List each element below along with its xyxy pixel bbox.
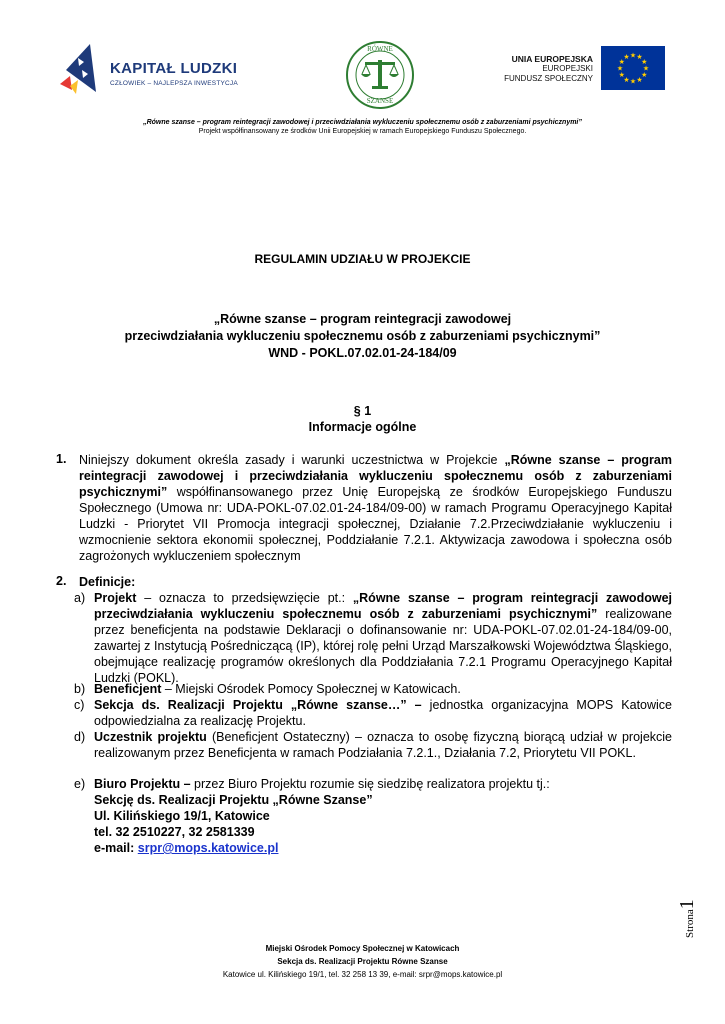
def-e-text: przez Biuro Projektu rozumie się siedzibę realizatora projektu tj.: (190, 777, 550, 791)
item-1-text-pre: Niniejszy dokument określa zasady i warunki uczestnictwa w Projekcie (79, 453, 505, 467)
document-title: REGULAMIN UDZIAŁU W PROJEKCIE (254, 252, 471, 266)
def-d-term: Uczestnik projektu (94, 730, 207, 744)
def-a-term: Projekt (94, 591, 137, 605)
header-project-line: „Równe szanse – program reintegracji zawodowej i przeciwdziałania wykluczeniu społecznemu osób z zaburzeniami psychicznymi” (143, 119, 582, 126)
def-a-project-name: „Równe szanse – program reintegracji zawodowej przeciwdziałania wykluczeniu społecznemu osób z zaburzeniami psychicznymi” (94, 591, 672, 621)
kapital-ludzki-subtitle: CZŁOWIEK – NAJLEPSZA INWESTYCJA (110, 80, 238, 87)
eu-star-icon: ★ (618, 72, 625, 79)
item-2-title: Definicje: (79, 575, 136, 589)
def-b-term: Beneficjent (94, 682, 162, 696)
eu-flag-icon (601, 46, 665, 90)
subtitle-line1: „Równe szanse – program reintegracji zawodowej (213, 312, 512, 326)
def-d-text: (Beneficjent Ostateczny) – oznacza to osobę fizyczną biorącą udział w projekcie realizowanym przez Beneficjenta w ramach Podziałania 7.2.1., Działania 7.2, Priorytetu VII POKL. (94, 730, 673, 760)
eu-star-icon: ★ (629, 78, 637, 86)
document-subtitle (60, 311, 665, 362)
office-name: Sekcję ds. Realizacji Projektu „Równe Szanse” (94, 793, 373, 807)
item-1-text-post: współfinansowanego przez Unię Europejską ze środków Europejskiego Funduszu Społecznego (Umowa nr: UDA-POKL-07.02.01-24-184/09-00) w ramach Programu Operacyjnego Kapitał Ludzki - Priorytet VII Promocja integracji społecznej, Działanie 7.2.Przeciwdziałanie wykluczeniu i wzmocnienie sektora ekonomii społecznej, Poddziałanie 7.2.1. Aktywizacja zawodowa i społeczna osób zagrożonych wykluczeniem społecznym (79, 485, 672, 563)
eu-flag (601, 46, 665, 90)
def-a-paragraph (94, 590, 672, 686)
def-e-term: Biuro Projektu – (94, 777, 191, 791)
def-b-label: b) (74, 682, 86, 696)
page-number-marker (676, 899, 699, 938)
eu-line1: UNIA EUROPEJSKA (511, 54, 593, 64)
def-c-label: c) (74, 698, 85, 712)
section-number: § 1 (353, 404, 372, 418)
eu-star-icon: ★ (636, 54, 643, 62)
eu-star-icon: ★ (618, 59, 625, 66)
eu-star-icon: ★ (623, 76, 630, 84)
item-1-paragraph (79, 452, 672, 564)
footer-line1: Miejski Ośrodek Pomocy Społecznej w Katowicach (265, 944, 460, 953)
def-d-paragraph (94, 729, 672, 761)
rowne-szanse-logo-top-text: RÓWNE (367, 45, 393, 53)
def-a-mid: – oznacza to przedsięwzięcie pt.: (136, 591, 353, 605)
eu-star-icon: ★ (623, 54, 630, 62)
kapital-ludzki-title: KAPITAŁ LUDZKI (110, 60, 238, 77)
def-b-text: – Miejski Ośrodek Pomocy Społecznej w Katowicach. (161, 682, 461, 696)
footer-line2: Sekcja ds. Realizacji Projektu Równe Szanse (277, 957, 448, 966)
def-c-text: jednostka organizacyjna MOPS Katowice odpowiedzialna za realizację Projektu. (94, 698, 673, 728)
office-email-link[interactable]: srpr@mops.katowice.pl (137, 841, 279, 855)
office-address: Ul. Kilińskiego 19/1, Katowice (94, 809, 270, 823)
header-cofinance-line: Projekt współfinansowany ze środków Unii Europejskiej w ramach Europejskiego Funduszu Społecznego. (198, 128, 527, 135)
section-title: Informacje ogólne (308, 420, 417, 434)
eu-star-icon: ★ (641, 72, 648, 79)
page-label: Strona (684, 909, 696, 938)
office-email-line (94, 840, 278, 856)
eu-star-icon: ★ (636, 76, 643, 84)
eu-text-block (470, 54, 593, 84)
def-c-term: Sekcja ds. Realizacji Projektu „Równe szanse…” – (94, 698, 422, 712)
eu-line3: FUNDUSZ SPOŁECZNY (504, 74, 593, 83)
subtitle-line2: przeciwdziałania wykluczeniu społecznemu osób z zaburzeniami psychicznymi” (124, 329, 601, 343)
office-phone: tel. 32 2510227, 32 2581339 (94, 825, 255, 839)
def-e-label: e) (74, 777, 86, 791)
item-1-number: 1. (56, 452, 67, 466)
def-d-label: d) (74, 730, 86, 744)
rowne-szanse-logo-bottom-text: SZANSE (366, 97, 394, 105)
def-c-paragraph (94, 697, 672, 729)
eu-star-icon: ★ (629, 52, 637, 60)
page-number: 1 (676, 899, 698, 910)
item-2-number: 2. (56, 574, 67, 588)
def-e-paragraph (94, 776, 672, 792)
def-a-text: realizowane przez beneficjenta na podstawie Deklaracji o dofinansowanie nr: UDA-POKL-07.02.01-24-184/09-00, zawartej z Instytucją Pośredniczącą (IP), której rolę pełni Urząd Marszałkowski Województwa Śląskiego, obejmujące realizację programów określonych dla Poddziałania 7.2.1 Programu Operacyjnego Kapitał Ludzki (POKL). (94, 607, 672, 685)
item-1-project-name: „Równe szanse – program reintegracji zawodowej i przeciwdziałania wykluczeniu społecznemu osób z zaburzeniami psychicznymi” (79, 453, 672, 499)
footer-line3: Katowice ul. Kilińskiego 19/1, tel. 32 258 13 39, e-mail: srpr@mops.katowice.pl (222, 970, 503, 979)
def-b-paragraph (94, 681, 672, 697)
rowne-szanse-logo (345, 40, 415, 110)
eu-star-icon: ★ (641, 59, 648, 66)
rowne-szanse-emblem-icon (345, 40, 415, 110)
def-a-label: a) (74, 591, 86, 605)
eu-star-icon: ★ (642, 65, 650, 73)
eu-star-icon: ★ (616, 65, 624, 73)
subtitle-line3: WND - POKL.07.02.01-24-184/09 (268, 346, 457, 360)
office-email-label: e-mail: (94, 841, 138, 855)
eu-line2: EUROPEJSKI (542, 64, 593, 73)
